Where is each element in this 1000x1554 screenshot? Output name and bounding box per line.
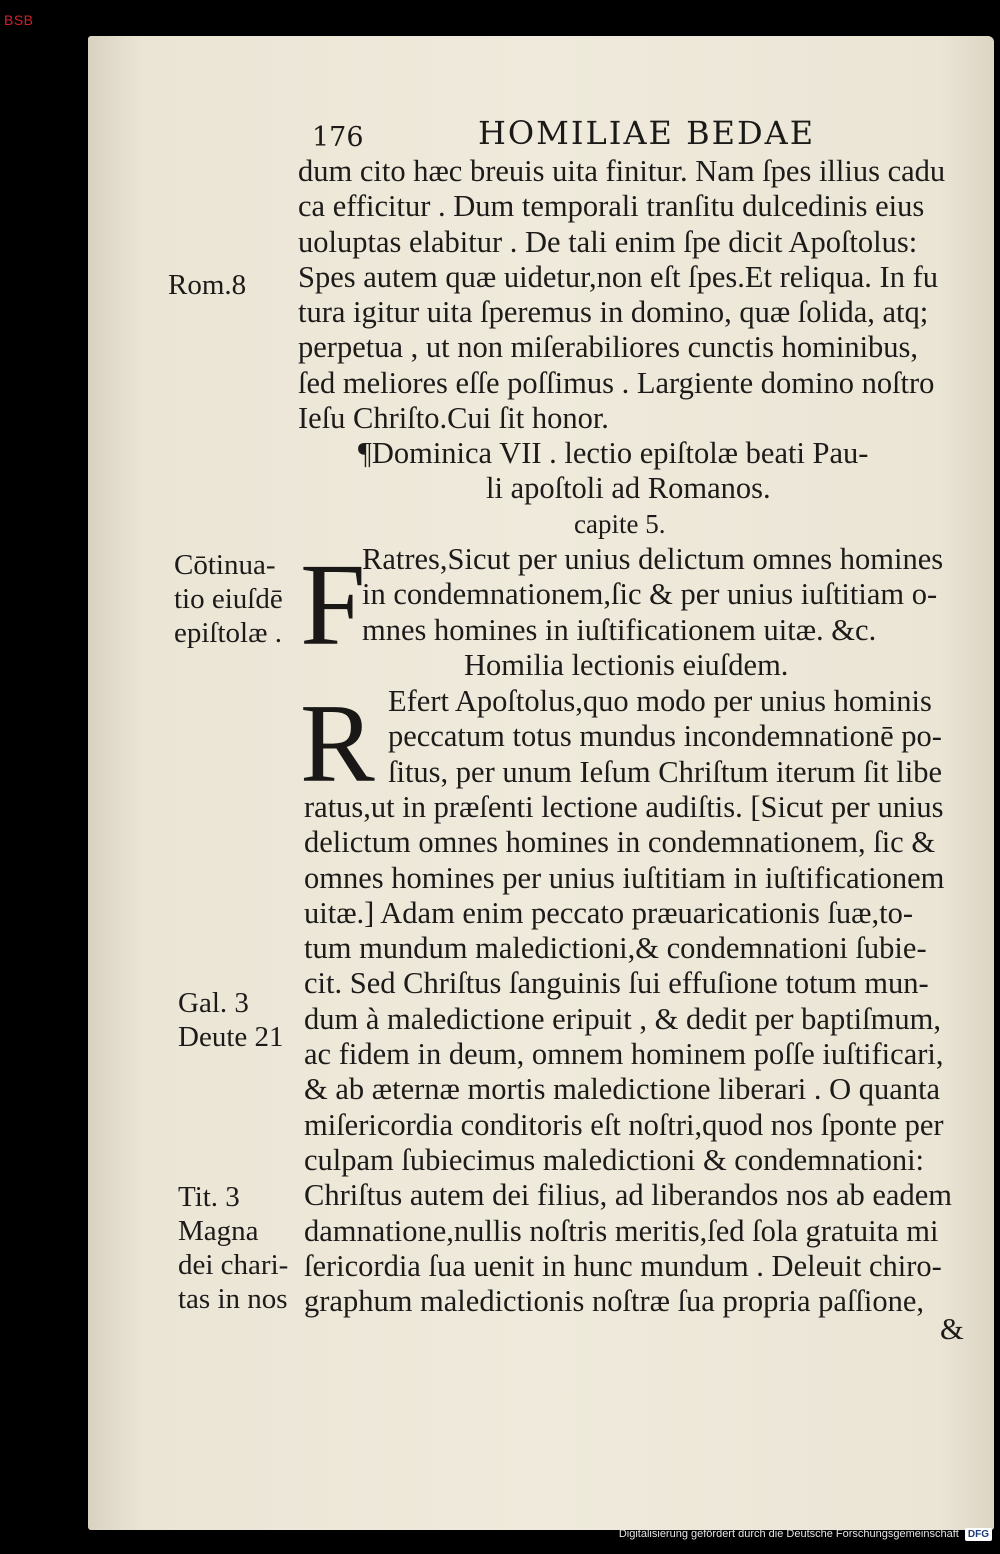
margin-note-tit: Tit. 3 <box>178 1181 240 1213</box>
lection-heading <box>298 436 970 542</box>
text-line: uitæ.] Adam enim peccato præuaricationis ſuæ,to- <box>304 895 914 930</box>
text-line: peccatum totus mundus incondemnationē po- <box>388 719 942 754</box>
watermark-bsb: BSB <box>4 12 34 28</box>
margin-line: Magna <box>178 1215 259 1247</box>
epistle-text <box>362 542 972 648</box>
margin-line: Gal. 3 <box>178 987 249 1019</box>
text-line: graphum maledictionis noſtræ ſua propria paſſione, <box>304 1284 925 1319</box>
heading-line: ¶Dominica VII . lectio epiſtolæ beati Pau- <box>358 436 869 470</box>
page-header <box>0 114 1000 154</box>
text-line: culpam ſubiecimus maledictioni & condemnationi: <box>304 1142 925 1177</box>
margin-line: epiſtolæ . <box>174 617 282 649</box>
text-line: perpetua , ut non miſerabiliores cunctis hominibus, <box>298 330 919 365</box>
margin-line: Cōtinua- <box>174 549 276 581</box>
text-line: ſericordia ſua uenit in hunc mundum . Deleuit chiro- <box>304 1248 942 1283</box>
text-line: dum cito hæc breuis uita finitur. Nam ſpes illius cadu <box>298 154 946 188</box>
text-line: ca efficitur . Dum temporali tranſitu dulcedinis eius <box>298 189 925 224</box>
text-line: Efert Apoſtolus,quo modo per unius hominis <box>388 684 932 718</box>
heading-line: Homilia lectionis eiuſdem. <box>464 648 789 682</box>
text-line: cit. Sed Chriſtus ſanguinis ſui effuſione totum mun- <box>304 966 929 1001</box>
text-line: & ab æternæ mortis maledictione liberari . O quanta <box>304 1072 941 1107</box>
dropcap-r: R <box>300 682 375 806</box>
text-line: delictum omnes homines in condemnationem, ſic & <box>304 825 936 860</box>
text-line: Spes autem quæ uidetur,non eſt ſpes.Et reliqua. In fu <box>298 259 938 294</box>
catchword <box>940 1312 980 1347</box>
page-number: 176 <box>312 122 364 153</box>
margin-note-magna <box>178 1214 288 1316</box>
margin-note-gal-deut <box>178 986 284 1054</box>
text-line: uoluptas elabitur . De tali enim ſpe dicit Apoſtolus: <box>298 224 918 259</box>
text-line: mnes homines in iuſtificationem uitæ. &c. <box>362 612 877 647</box>
text-line: dum à maledictione eripuit , & dedit per baptiſmum, <box>304 1001 941 1036</box>
text-line: ratus,ut in præſenti lectione audiſtis. [Sicut per unius <box>304 790 944 824</box>
heading-chapter: capite 5. <box>574 508 666 539</box>
dropcap-f: F <box>300 539 366 670</box>
margin-note-rom: Rom.8 <box>168 269 247 301</box>
text-line: ac fidem in deum, omnem hominem poſſe iuſtificari, <box>304 1037 944 1072</box>
dfg-logo: DFG <box>965 1528 992 1541</box>
homily-heading <box>298 648 970 683</box>
text-line: Ratres,Sicut per unius delictum omnes homines <box>362 542 944 576</box>
running-title: HOMILIAE BEDAE <box>478 114 816 152</box>
margin-line: tas in nos <box>178 1283 288 1315</box>
text-line: Ieſu Chriſto.Cui ſit honor. <box>298 401 609 436</box>
text-line: miſericordia conditoris eſt noſtri,quod nos ſponte per <box>304 1107 944 1142</box>
catchword-text: & <box>940 1312 964 1346</box>
homily-text <box>304 790 976 1319</box>
text-line: Chriſtus autem dei filius, ad liberandos nos ab eadem <box>304 1178 952 1213</box>
text-line: damnatione,nullis noſtris meritis,ſed ſola gratuita mi <box>304 1213 939 1248</box>
heading-line: li apoſtoli ad Romanos. <box>486 471 771 506</box>
text-line: ſed meliores eſſe poſſimus . Largiente domino noſtro <box>298 365 935 400</box>
text-line: in condemnationem,ſic & per unius iuſtitiam o- <box>362 577 938 612</box>
footer-text: Digitalisierung gefördert durch die Deutsche Forschungsgemeinschaft <box>618 1528 959 1540</box>
homily-indent <box>388 684 972 790</box>
margin-line: Deute 21 <box>178 1021 284 1053</box>
margin-note-continuatio <box>174 548 283 650</box>
text-line: tum mundum maledictioni,& condemnationi ſubie- <box>304 931 927 966</box>
text-line: ſitus, per unum Ieſum Chriſtum iterum ſit libe <box>388 754 943 789</box>
text-line: omnes homines per unius iuſtitiam in iuſtificationem <box>304 860 945 895</box>
margin-line: dei chari- <box>178 1249 289 1281</box>
text-line: tura igitur uita ſperemus in domino, quæ ſolida, atq; <box>298 295 929 330</box>
footer-credit <box>0 1528 1000 1548</box>
text-block-1 <box>298 154 970 436</box>
margin-line: tio eiuſdē <box>174 583 283 615</box>
